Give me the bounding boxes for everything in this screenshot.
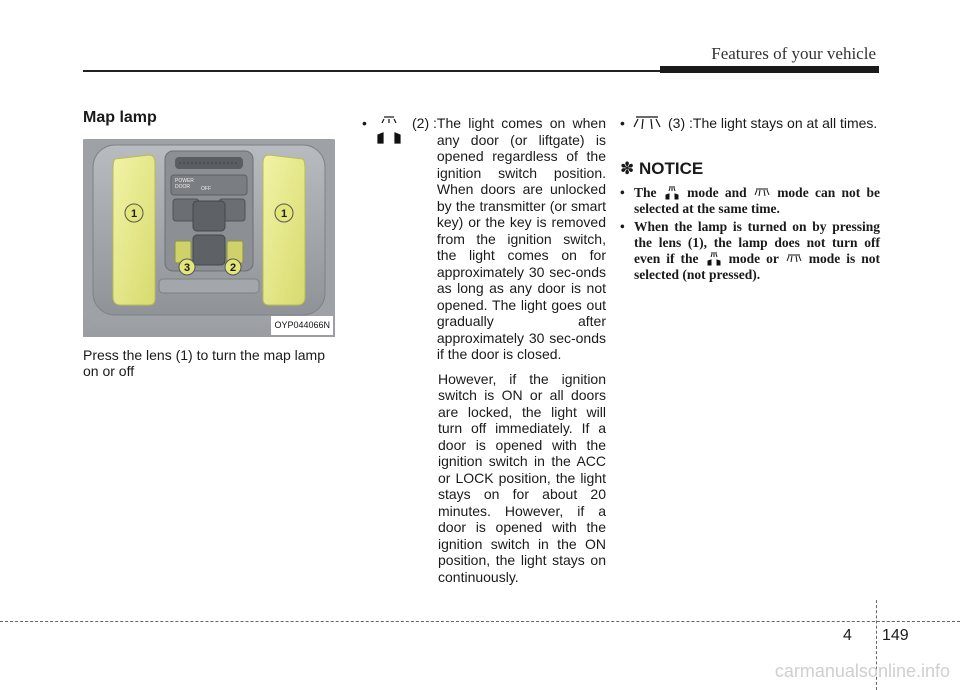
header-title: Features of your vehicle: [711, 44, 876, 63]
map-lamp-illustration: [83, 139, 335, 337]
door-mode-description: The light comes on when any door (or liftgate) is opened regardless of the ignition switch position. When doors are unlocked by the transmitter (or smart key) or the key is removed from the ignition switch, the light comes on for approximately 30 sec-onds as long as any door is not opened. The light goes out gradually after approximately 30 sec-onds if the door is closed.: [436, 115, 606, 362]
callout-1-left: 1: [130, 207, 138, 220]
door-mode-icon: [372, 115, 408, 363]
door-mode-number: (2) :: [412, 115, 437, 131]
callout-3: 3: [183, 261, 191, 274]
bullet: •: [362, 115, 367, 131]
notice-heading: ✽ NOTICE: [620, 158, 704, 178]
bullet: •: [620, 219, 625, 234]
bullet: •: [620, 185, 625, 200]
notice-2-text-c: mode is not selected (not pressed).: [634, 251, 881, 282]
section-heading: Map lamp: [83, 109, 157, 126]
notice-1-text-b: mode and: [687, 185, 747, 200]
notice-1-text-c: mode can not be selected at the same time.: [634, 185, 881, 216]
callout-1-right: 1: [280, 207, 288, 220]
footer-rule: [0, 621, 960, 622]
off-button-label: OFF: [201, 185, 211, 192]
chapter-number: 4: [843, 627, 852, 644]
door-mode-icon: [705, 252, 723, 266]
on-mode-number: (3) :: [668, 115, 693, 131]
header-rule-accent: [660, 66, 879, 73]
on-mode-icon: [630, 115, 668, 139]
door-mode-paragraph: However, if the ignition switch is ON or all doors are locked, the light will turn off immediately. If a door is opened with the ignition switch in the ACC or LOCK position, the light stays on for about 20 minutes. However, if a door is opened with the ignition switch in the ON position, the light stays on continuously.: [438, 370, 606, 585]
bullet: •: [620, 115, 625, 131]
on-mode-item: [620, 115, 880, 139]
page-number: 149: [882, 627, 909, 644]
notice-1-text-a: The: [634, 185, 657, 200]
on-mode-description: The light stays on at all times.: [692, 115, 878, 131]
door-mode-item: [362, 115, 606, 363]
door-mode-icon: [663, 186, 681, 200]
notice-item-2: [620, 219, 880, 283]
map-lamp-instructions: Press the lens (1) to turn the map lamp on or off: [83, 346, 325, 379]
callout-2: 2: [229, 261, 237, 274]
notice-item-1: [620, 185, 880, 217]
notice-2-text-a: When the lamp is turned on by pressing the lens (1), the lamp does not turn off even if the: [634, 219, 880, 266]
watermark: carmanualsonline.info: [774, 661, 950, 681]
power-door-button-label: POWER DOOR: [175, 177, 194, 190]
column-3: [620, 115, 880, 285]
column-2: [362, 115, 606, 585]
figure-caption: OYP044066N: [271, 316, 333, 335]
on-mode-icon: [785, 252, 803, 266]
map-lamp-figure: [83, 139, 335, 337]
notice-list: [620, 185, 880, 283]
column-1: [83, 110, 335, 380]
on-mode-icon: [753, 186, 771, 200]
notice-2-text-b: mode or: [728, 251, 779, 266]
